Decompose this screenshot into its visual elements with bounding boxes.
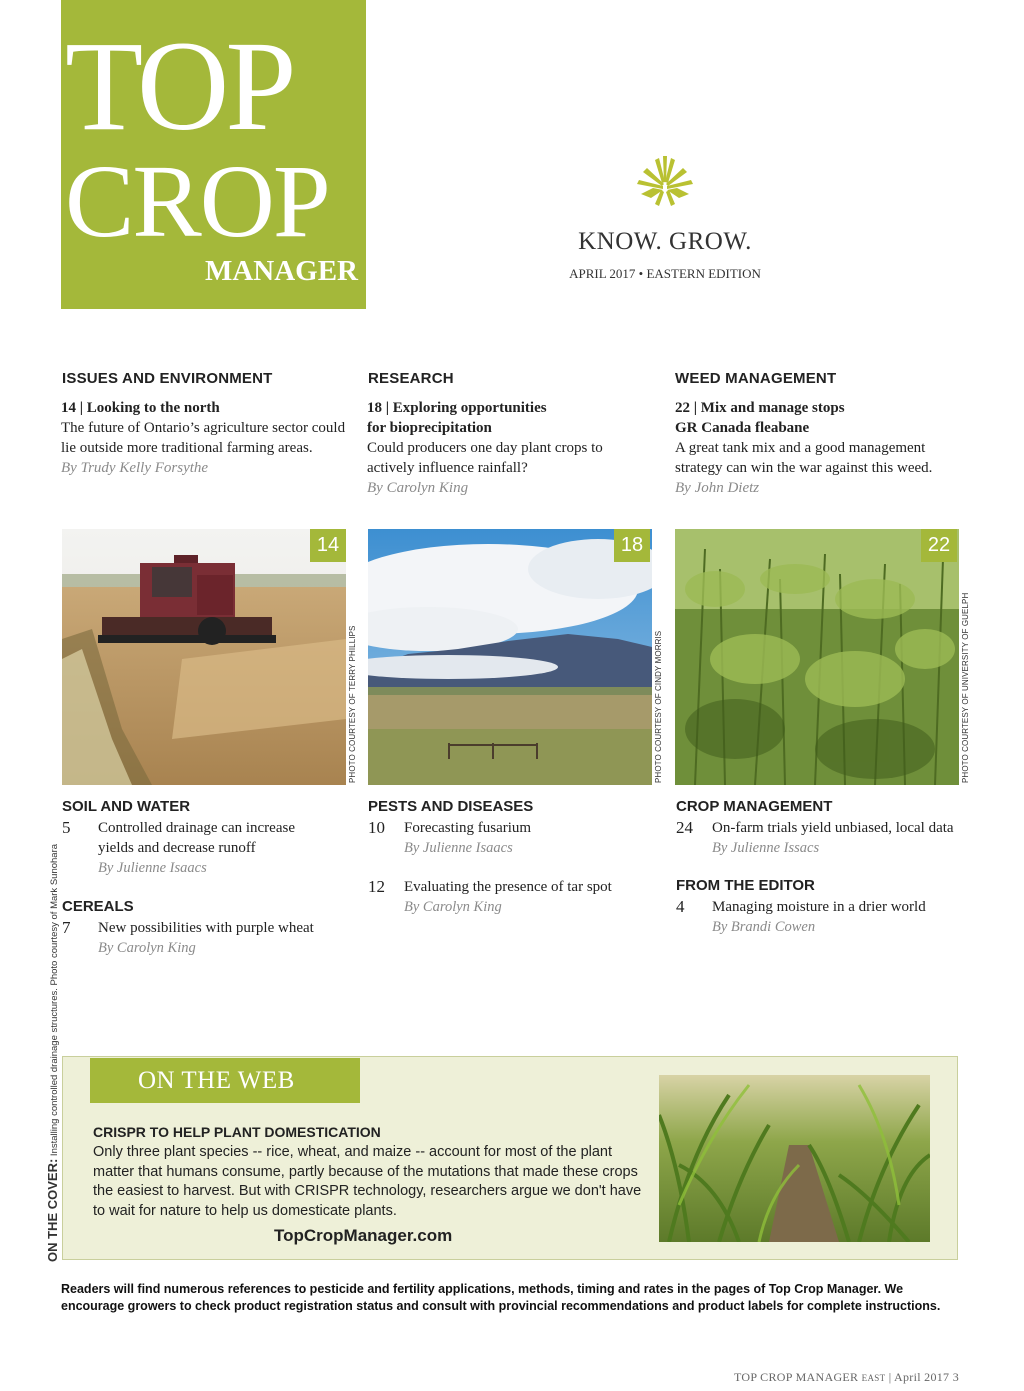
cover-note [45, 844, 60, 1262]
tagline: KNOW. GROW. [578, 228, 752, 255]
feature-byline: By Carolyn King [367, 480, 469, 496]
toc-byline: By Julienne Isaacs [98, 860, 207, 876]
folio-publication: TOP CROP MANAGER [733, 1370, 859, 1384]
toc-byline: By Julienne Isaacs [404, 840, 513, 856]
toc-head-pests: PESTS AND DISEASES [368, 798, 534, 815]
section-head-research: RESEARCH [368, 370, 454, 387]
page-badge-22: 22 [921, 529, 957, 562]
toc-head-editor: FROM THE EDITOR [676, 877, 815, 894]
toc-title: Controlled drainage can increase yields and decrease runoff [98, 820, 295, 856]
toc-item-crop[interactable] [676, 818, 976, 858]
feature-title: 22 | Mix and manage stops [675, 400, 845, 416]
disclaimer: Readers will find numerous references to pesticide and fertility applications, methods, timing and rates in the pages of Top Crop Manager. We encourage growers to check product registration status and consult with provincial recommendations and product labels for complete instructions. [61, 1282, 941, 1313]
toc-page-number: 10 [368, 818, 385, 837]
corn-field-photo [659, 1075, 930, 1242]
section-head-weed: WEED MANAGEMENT [675, 370, 837, 387]
website-link[interactable]: TopCropManager.com [274, 1226, 453, 1245]
page-folio [734, 1370, 959, 1385]
masthead-logo [61, 0, 366, 309]
feature-desc: A great tank mix and a good management strategy can win the war against this weed. [675, 440, 933, 476]
folio-region: EAST [861, 1373, 886, 1383]
edition-line: APRIL 2017 • EASTERN EDITION [569, 266, 761, 281]
toc-title: Managing moisture in a drier world [712, 899, 926, 915]
toc-title: Forecasting fusarium [404, 820, 532, 836]
toc-head-crop: CROP MANAGEMENT [676, 798, 833, 815]
toc-byline: By Carolyn King [404, 899, 502, 915]
toc-page-number: 4 [676, 897, 685, 916]
feature-issues[interactable] [61, 398, 346, 478]
feature-research[interactable] [367, 398, 652, 498]
folio-page-number: 3 [952, 1370, 959, 1384]
page-badge-14: 14 [310, 529, 346, 562]
fleabane-weeds-photo[interactable] [675, 529, 959, 785]
feature-weed[interactable] [675, 398, 960, 498]
photo-credit: PHOTO COURTESY OF CINDY MORRIS [654, 630, 663, 783]
web-article-title[interactable]: CRISPR TO HELP PLANT DOMESTICATION [93, 1124, 381, 1140]
toc-page-number: 5 [62, 818, 71, 837]
web-article-body: Only three plant species -- rice, wheat, and maize -- account for most of the plant matter that humans consume, partly because of the mutations that made these crops the easiest to harvest. But with CRISPR technology, researchers argue we don't have to wait for nature to help us domesticate plants. [93, 1144, 642, 1219]
page-badge-18: 18 [614, 529, 650, 562]
toc-title: New possibilities with purple wheat [98, 920, 314, 936]
feature-byline: By John Dietz [675, 480, 760, 496]
toc-head-cereals: CEREALS [62, 898, 134, 915]
feature-desc: Could producers one day plant crops to actively influence rainfall? [367, 440, 603, 476]
folio-separator: | [888, 1370, 892, 1384]
feature-title: 18 | Exploring opportunities [367, 400, 547, 416]
toc-byline: By Carolyn King [98, 940, 196, 956]
toc-page-number: 7 [62, 918, 71, 937]
toc-title: Evaluating the presence of tar spot [404, 879, 612, 895]
toc-item-pests[interactable] [368, 818, 668, 858]
photo-credit: PHOTO COURTESY OF TERRY PHILLIPS [348, 625, 357, 783]
section-head-issues: ISSUES AND ENVIRONMENT [62, 370, 273, 387]
folio-date: April 2017 [894, 1370, 950, 1384]
toc-page-number: 12 [368, 877, 385, 896]
photo-credit: PHOTO COURTESY OF UNIVERSITY OF GUELPH [961, 592, 970, 783]
toc-item-pests-2[interactable] [368, 877, 668, 917]
landscape-photo[interactable] [368, 529, 652, 785]
logo-top-text: TOP [65, 15, 293, 157]
toc-item-cereals[interactable] [62, 918, 362, 958]
logo-manager-text: MANAGER [204, 255, 358, 287]
toc-item-editor[interactable] [676, 897, 976, 937]
toc-page-number: 24 [676, 818, 693, 837]
wheat-emblem-icon [633, 152, 697, 212]
feature-desc: The future of Ontario’s agriculture sector could lie outside more traditional farming areas. [61, 420, 346, 456]
toc-byline: By Brandi Cowen [712, 919, 816, 935]
on-the-web-tab: ON THE WEB [90, 1058, 360, 1103]
toc-byline: By Julienne Issacs [712, 840, 820, 856]
toc-title: On-farm trials yield unbiased, local data [712, 820, 954, 836]
cover-note-text: Installing controlled drainage structures. Photo courtesy of Mark Sunohara [49, 843, 60, 1157]
feature-title-line2: GR Canada fleabane [675, 420, 810, 436]
toc-item-soil[interactable] [62, 818, 362, 878]
toc-head-soil: SOIL AND WATER [62, 798, 191, 815]
logo-crop-text: CROP [65, 144, 329, 259]
feature-byline: By Trudy Kelly Forsythe [61, 460, 209, 476]
combine-harvester-photo[interactable] [62, 529, 346, 785]
feature-title-line2: for bioprecipitation [367, 420, 492, 436]
feature-title: 14 | Looking to the north [61, 400, 220, 416]
cover-note-label: ON THE COVER: [45, 1158, 60, 1262]
